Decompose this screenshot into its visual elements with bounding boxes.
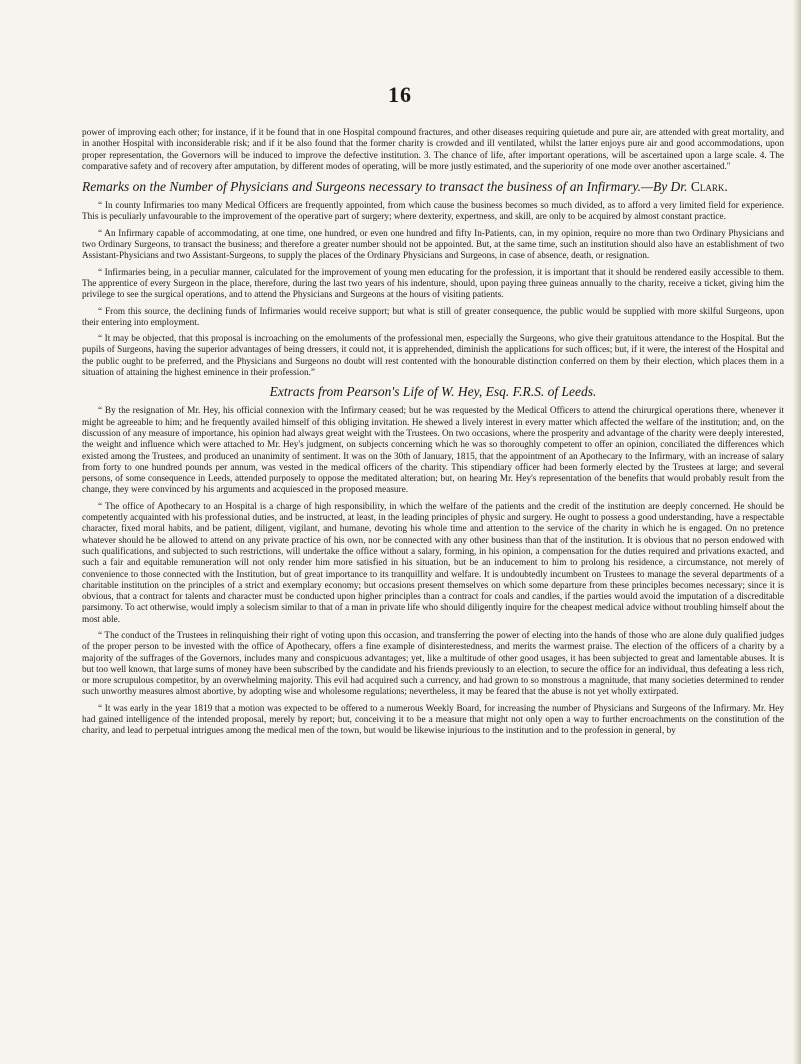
paragraph: “ Infirmaries being, in a peculiar manner, calculated for the improvement of young men educating for the profession, it is important that it should be rendered easily accessible to them. The apprentice of every Surgeon in the place, therefore, during the last two years of his indenture, should, upon paying three guineas annually to the charity, receive a ticket, giving him the privilege to see the surgical operations, and to attend the Physicians and Surgeons at the hours of visiting patients. bbox=[82, 267, 784, 301]
paragraph: “ By the resignation of Mr. Hey, his official connexion with the Infirmary ceased; but he was requested by the Medical Officers to attend the chirurgical operations there, whenever it might be agreeable to him; and he frequently availed himself of this obliging invitation. He shewed a lively interest in every matter which affected the welfare of the institution; and, on the discussion of any measure of importance, his opinion had always great weight with the Trustees. On two occasions, where the prosperity and advantage of the charity were deeply interested, the weight and influence which were attached to Mr. Hey's judgment, on subjects concerning which he was so thoroughly competent to offer an opinion, conciliated the differences which existed among the Trustees, and produced an unanimity of sentiment. It was on the 30th of January, 1815, that the appointment of an Apothecary to the Infirmary, with an increase of salary from forty to one hundred pounds per annum, was vested in the medical officers of the charity. This stipendiary officer had been formerly elected by the Trustees at large; and several persons, of some consequence in Leeds, attended purposely to oppose the meditated alteration; but, on hearing Mr. Hey's representation of the benefits that would probably result from the change, they were convinced by his arguments and acquiesced in the proposed measure. bbox=[82, 406, 784, 496]
paragraph: “ It may be objected, that this proposal is incroaching on the emoluments of the professional men, especially the Surgeons, who give their gratuitous attendance to the Hospital. But the pupils of Surgeons, having the superior advantages of being dressers, it could not, it is apprehended, diminish the applications for such offices; but, if it were, the interest of the Hospital and the public ought to be preferred, and the Physicians and Surgeons no doubt will rest contented with the honourable distinction conferred on them by their election, which places them in a situation of attaining the highest eminence in their profession.” bbox=[82, 334, 784, 379]
paragraph: “ The conduct of the Trustees in relinquishing their right of voting upon this occasion, and transferring the power of electing into the hands of those who are alone duly qualified judges of the proper person to be invested with the office of Apothecary, offers a fine example of disinterestedness, and merits the warmest praise. The election of the officers of a charity by a majority of the suffrages of the Governors, includes many and conspicuous advantages; yet, like a multitude of other good usages, it has been subjected to great and lamentable abuses. It is but too well known, that large sums of money have been subscribed by the candidate and his friends previously to an election, to secure the office for an individual, thus defeating a less rich, or more scrupulous competitor, by an overwhelming majority. This evil had acquired such a currency, and had grown to so monstrous a magnitude, that many societies determined to render such unworthy measures almost abortive, by adopting wise and wholesome regulations; nevertheless, it may be feared that the abuse is not yet wholly extirpated. bbox=[82, 630, 784, 698]
paragraph: “ The office of Apothecary to an Hospital is a charge of high responsibility, in which the welfare of the patients and the credit of the institution are deeply concerned. He should be competently acquainted with his professional duties, and be instructed, at least, in the leading principles of physic and surgery. He ought to possess a good understanding, have a respectable character, fixed moral habits, and be patient, diligent, vigilant, and humane, devoting his whole time and attention to the service of the charity in which he is engaged. On no pretence whatever should he be allowed to attend on any private practice of his own, nor be connected with any other business than that of the institution. It is obvious that no person endowed with such qualifications, and subjected to such restrictions, will undertake the office without a salary, forming, in his opinion, a compensation for the duties required and privations exacted, and such a fair and equitable remuneration will not only render him more satisfied in his situation, but be an inducement to him to prolong his residence, a circumstance, not merely of convenience to those connected with the Institution, but of great importance to its tranquillity and welfare. It is undoubtedly incumbent on Trustees to manage the several departments of a charitable institution on the principles of a strict and exemplary economy; but occasions present themselves on which some departure from these principles becomes necessary; since it is obvious, that a contract for talents and character must be conducted upon higher principles than a contract for coals and candles, if the parties would avoid the imputation of a discreditable parsimony. To act otherwise, would imply a solecism similar to that of a man in private life who should diligently inquire for the cheapest medical advice without troubling himself about the most able. bbox=[82, 501, 784, 625]
heading-text: Remarks on the Number of Physicians and Surgeons necessary to transact the business of an Infirmary.—By Dr. bbox=[82, 179, 688, 195]
page-edge-shadow bbox=[793, 0, 801, 1064]
page-number: 16 bbox=[388, 82, 412, 107]
paragraph: “ From this source, the declining funds of Infirmaries would receive support; but what is still of greater consequence, the public would be supplied with more skilful Surgeons, upon their entering into employment. bbox=[82, 306, 784, 328]
section-heading-remarks bbox=[82, 179, 784, 195]
paragraph: “ It was early in the year 1819 that a motion was expected to be offered to a numerous Weekly Board, for increasing the number of Physicians and Surgeons of the Infirmary. Mr. Hey had gained intelligence of the intended proposal, merely by report; but, conceiving it to be a measure that might not only open a way to further encroachments on the constitution of the charity, and lead to perpetual intrigues among the medical men of the town, but would be likewise injurious to the institution and to the profession in general, by bbox=[82, 703, 784, 737]
heading-author: Clark. bbox=[690, 179, 728, 195]
paragraph: “ In county Infirmaries too many Medical Officers are frequently appointed, from which cause the business becomes so much divided, as to afford a very limited field for experience. This is peculiarly unfavourable to the improvement of the operative part of surgery; where dexterity, expertness, and skill, are only to be acquired by almost constant practice. bbox=[82, 201, 784, 223]
paragraph-continuation: power of improving each other; for instance, if it be found that in one Hospital compound fractures, and other diseases requiring quietude and pure air, are attended with great mortality, and in another Hospital with inconsiderable risk; and if it be also found that the former charity is crowded and ill ventilated, whilst the latter enjoys pure air and good accommodations, upon proper representation, the Governors will be induced to improve the defective institution. 3. The chance of life, after important operations, will be ascertained upon a large scale. 4. The comparative safety and of recovery after amputation, by different modes of operating, will be more justly estimated, and the superiority of one mode over another ascertained." bbox=[82, 128, 784, 172]
text-column bbox=[82, 128, 784, 743]
paragraph: “ An Infirmary capable of accommodating, at one time, one hundred, or even one hundred and fifty In-Patients, can, in my opinion, require no more than two Ordinary Physicians and two Ordinary Surgeons, to transact the business; and therefore a greater number should not be appointed. But, at the same time, such an institution should also have an establishment of two Assistant-Physicians and two Assistant-Surgeons, to supply the places of the Ordinary Physicians and Surgeons, in case of absence, death, or resignation. bbox=[82, 228, 784, 262]
section-heading-extracts: Extracts from Pearson's Life of W. Hey, Esq. F.R.S. of Leeds. bbox=[269, 384, 597, 400]
